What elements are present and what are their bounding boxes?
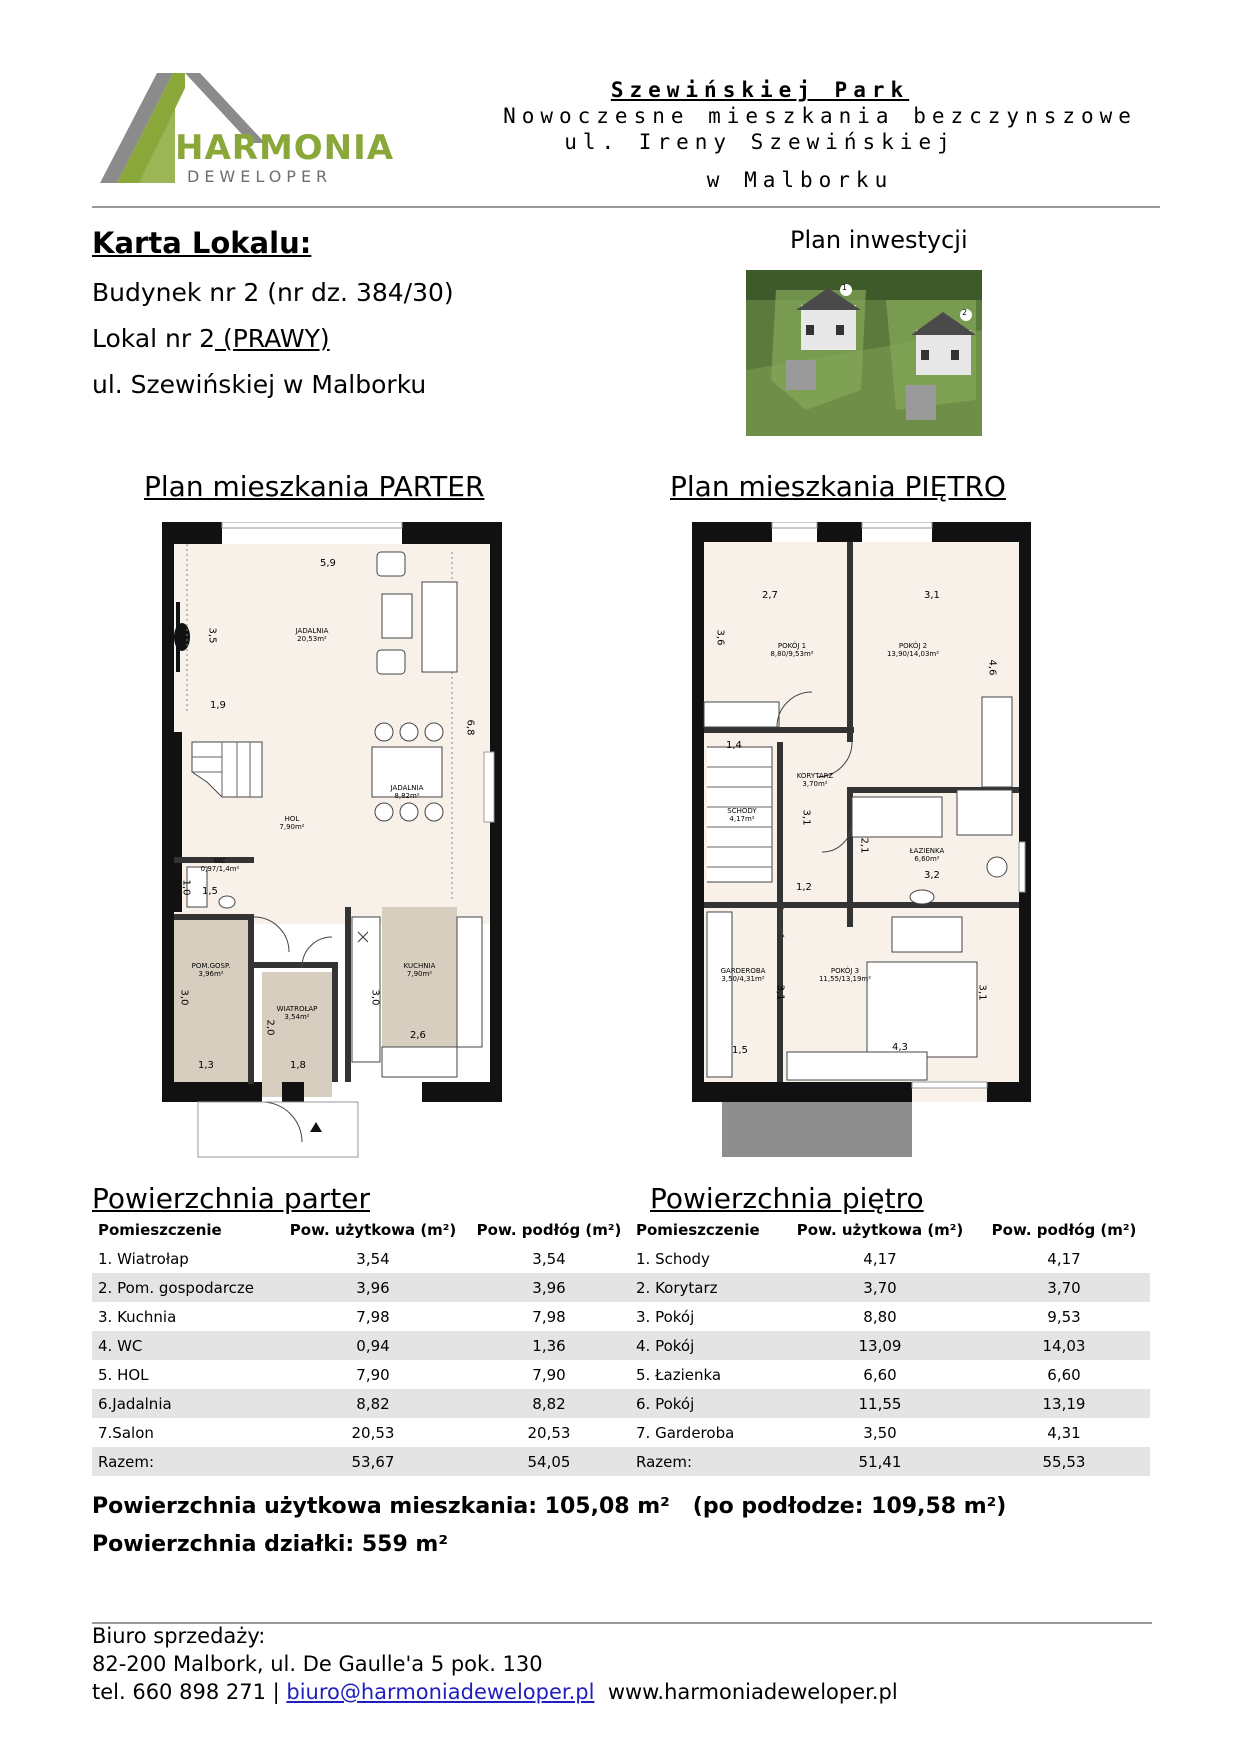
project-tagline: Nowoczesne mieszkania bezczynszowe — [503, 104, 1137, 128]
room-area: 7,90m² — [406, 970, 433, 978]
floor-area-text: (po podłodze: 109,58 m²) — [692, 1494, 1007, 1519]
usable-cell: 11,55 — [782, 1389, 978, 1418]
col-usable: Pow. użytkowa (m²) — [782, 1216, 978, 1244]
room-area: 20,53m² — [297, 635, 327, 643]
dim-label: 1,2 — [796, 882, 812, 893]
room-name: POKÓJ 1 — [777, 642, 807, 650]
col-room: Pomieszczenie — [630, 1216, 782, 1244]
usable-cell: 3,96 — [278, 1273, 468, 1302]
dim-label: 2,6 — [410, 1030, 426, 1041]
room-cell: 1. Wiatrołap — [98, 1249, 189, 1268]
table-row — [630, 1273, 1150, 1302]
room-cell: 2. Pom. gospodarcze — [92, 1273, 278, 1302]
room-name: POKÓJ 3 — [830, 967, 860, 975]
usable-cell: 7,98 — [356, 1307, 390, 1326]
room-name: WC — [214, 857, 226, 865]
floor-cell: 9,53 — [1047, 1307, 1081, 1326]
dim-label: 1,3 — [198, 1060, 214, 1071]
marker-1-label: 1 — [842, 283, 848, 292]
room-cell: 2. Korytarz — [630, 1273, 782, 1302]
room-area: 11,55/13,19m² — [818, 975, 872, 983]
room-wc — [190, 857, 250, 873]
dim-label: 2,1 — [858, 837, 870, 854]
dim-label: 6,8 — [464, 719, 476, 736]
table-row — [630, 1244, 1150, 1273]
table-row — [630, 1447, 1150, 1476]
floor-cell: 7,98 — [532, 1307, 566, 1326]
room-name: ŁAZIENKA — [909, 847, 945, 855]
dim-label: 1,5 — [202, 886, 218, 897]
floor-cell: 54,05 — [468, 1447, 630, 1476]
table-row — [92, 1244, 630, 1273]
room-cell: 5. HOL — [98, 1365, 149, 1384]
dim-label: 1,4 — [726, 740, 742, 751]
dim-label: 1,8 — [290, 1060, 306, 1071]
plot-area-summary: Powierzchnia działki: 559 m² — [92, 1532, 448, 1557]
dim-label: 3,6 — [714, 629, 726, 646]
floor-cell: 20,53 — [527, 1423, 571, 1442]
room-cell: 4. Pokój — [630, 1331, 782, 1360]
table-row — [92, 1447, 630, 1476]
floor-cell: 4,17 — [1047, 1249, 1081, 1268]
col-floor: Pow. podłóg (m²) — [468, 1216, 630, 1244]
room-name: HOL — [284, 815, 300, 823]
room-bedroom-3 — [800, 967, 890, 983]
table-header-row — [92, 1216, 630, 1244]
room-area: 4,17m² — [729, 815, 755, 823]
table-row — [92, 1389, 630, 1418]
room-dining-large — [272, 627, 352, 643]
usable-cell: 53,67 — [278, 1447, 468, 1476]
room-cell: Razem: — [630, 1447, 782, 1476]
usable-cell: 13,09 — [782, 1331, 978, 1360]
project-city: w Malborku — [706, 168, 894, 192]
usable-cell: 7,90 — [356, 1365, 390, 1384]
room-area: 3,50/4,31m² — [721, 975, 765, 983]
room-name: POKÓJ 2 — [898, 642, 928, 650]
ground-area-table — [92, 1216, 630, 1476]
room-cell: Razem: — [92, 1447, 278, 1476]
floor-cell: 3,54 — [532, 1249, 566, 1268]
col-floor: Pow. podłóg (m²) — [978, 1216, 1150, 1244]
table-row — [630, 1302, 1150, 1331]
floor-cell: 3,70 — [978, 1273, 1150, 1302]
room-name: JADALNIA — [295, 627, 329, 635]
email-link[interactable]: biuro@harmoniadeweloper.pl — [286, 1680, 595, 1704]
dim-label: 3,0 — [178, 989, 190, 1006]
usable-cell: 8,80 — [863, 1307, 897, 1326]
floor-cell: 14,03 — [978, 1331, 1150, 1360]
usable-cell: 3,70 — [782, 1273, 978, 1302]
header-divider — [92, 206, 1160, 208]
col-room: Pomieszczenie — [92, 1216, 278, 1244]
dim-label: 2,7 — [762, 590, 778, 601]
room-bedroom-1 — [752, 642, 832, 658]
room-kitchen — [382, 962, 457, 978]
room-name: KORYTARZ — [796, 772, 834, 780]
room-name: POM.GOSP. — [191, 962, 231, 970]
dim-label: 4,6 — [986, 659, 998, 676]
table-row — [630, 1360, 1150, 1389]
usable-area-text: Powierzchnia użytkowa mieszkania: 105,08 m² — [92, 1494, 670, 1519]
room-area: 8,80/9,53m² — [770, 650, 814, 658]
room-corridor — [780, 772, 850, 788]
dim-label: 3,2 — [924, 870, 940, 881]
usable-cell: 20,53 — [351, 1423, 395, 1442]
floor-cell: 13,19 — [978, 1389, 1150, 1418]
room-cell: 7.Salon — [98, 1423, 154, 1442]
floor-cell: 7,90 — [532, 1365, 566, 1384]
dim-label: 3,1 — [924, 590, 940, 601]
logo-subtitle: DEWELOPER — [187, 167, 333, 186]
ground-plan-title: Plan mieszkania PARTER — [144, 470, 485, 503]
upper-area-table — [630, 1216, 1150, 1476]
upper-floor-plan — [692, 522, 1042, 1162]
table-row — [92, 1360, 630, 1389]
website-text: www.harmoniadeweloper.pl — [607, 1680, 898, 1704]
room-dining-small — [367, 784, 447, 800]
upper-plan-title: Plan mieszkania PIĘTRO — [670, 470, 1006, 503]
investment-site-image — [746, 270, 982, 436]
project-street: ul. Ireny Szewińskiej — [564, 130, 956, 154]
room-area: 3,54m² — [284, 1013, 310, 1021]
room-cell: 6.Jadalnia — [92, 1389, 278, 1418]
room-area: 8,82m² — [394, 792, 420, 800]
dim-label: 3,1 — [976, 984, 988, 1001]
usable-cell: 4,17 — [863, 1249, 897, 1268]
room-cell: 6. Pokój — [630, 1389, 782, 1418]
room-area: 6,60m² — [914, 855, 940, 863]
floor-cell: 6,60 — [1047, 1365, 1081, 1384]
usable-cell: 3,50 — [863, 1423, 897, 1442]
table-row — [630, 1418, 1150, 1447]
room-bathroom — [887, 847, 967, 863]
usable-cell: 8,82 — [278, 1389, 468, 1418]
usable-cell: 6,60 — [863, 1365, 897, 1384]
room-area: 3,96m² — [198, 970, 224, 978]
usable-cell: 51,41 — [782, 1447, 978, 1476]
room-cell: 1. Schody — [636, 1249, 710, 1268]
project-title: Szewińskiej Park — [610, 78, 910, 102]
unit-number — [92, 324, 330, 353]
room-area: 3,70m² — [802, 780, 828, 788]
usable-cell: 3,54 — [356, 1249, 390, 1268]
investment-label: Plan inwestycji — [790, 226, 968, 254]
unit-address: ul. Szewińskiej w Malborku — [92, 370, 427, 399]
room-cell: 3. Pokój — [636, 1307, 695, 1326]
usable-cell: 0,94 — [278, 1331, 468, 1360]
col-usable: Pow. użytkowa (m²) — [278, 1216, 468, 1244]
dim-label: 3,0 — [369, 989, 381, 1006]
floor-cell: 4,31 — [1047, 1423, 1081, 1442]
room-hall — [262, 815, 322, 831]
table-row — [630, 1389, 1150, 1418]
room-utility — [176, 962, 246, 978]
room-area: 7,90m² — [279, 823, 305, 831]
dim-label: 1,0 — [180, 879, 192, 896]
dim-label: 2,0 — [264, 1019, 276, 1036]
dim-label: 3,1 — [774, 984, 786, 1001]
room-name: GARDEROBA — [720, 967, 766, 975]
table-row — [630, 1331, 1150, 1360]
unit-side: (PRAWY) — [215, 324, 330, 353]
contact-line — [92, 1680, 898, 1704]
floor-cell: 55,53 — [978, 1447, 1150, 1476]
logo-name: HARMONIA — [175, 128, 395, 168]
upper-area-heading: Powierzchnia piętro — [650, 1182, 924, 1215]
ground-area-heading: Powierzchnia parter — [92, 1182, 371, 1215]
dim-label: 4,3 — [892, 1042, 908, 1053]
table-row — [92, 1418, 630, 1447]
phone-number: tel. 660 898 271 | — [92, 1680, 280, 1704]
table-row — [92, 1331, 630, 1360]
dim-label: 1,9 — [210, 700, 226, 711]
usable-area-summary — [92, 1494, 1006, 1519]
sales-office-label: Biuro sprzedaży: — [92, 1624, 266, 1648]
room-name: JADALNIA — [390, 784, 424, 792]
dim-label: 3,5 — [206, 627, 218, 644]
ground-floor-plan — [162, 522, 512, 1162]
dim-label: 5,9 — [320, 558, 336, 569]
room-cell: 5. Łazienka — [636, 1365, 722, 1384]
room-area: 0,97/1,4m² — [200, 865, 240, 873]
room-wardrobe — [708, 967, 778, 983]
sales-office-address: 82-200 Malbork, ul. De Gaulle'a 5 pok. 130 — [92, 1652, 543, 1676]
table-header-row — [630, 1216, 1150, 1244]
room-cell: 7. Garderoba — [636, 1423, 735, 1442]
room-area: 13,90/14,03m² — [886, 650, 940, 658]
table-row — [92, 1273, 630, 1302]
room-bedroom-2 — [868, 642, 958, 658]
room-cell: 3. Kuchnia — [98, 1307, 177, 1326]
floor-cell: 1,36 — [468, 1331, 630, 1360]
room-cell: 4. WC — [92, 1331, 278, 1360]
room-name: SCHODY — [727, 807, 757, 815]
card-title: Karta Lokalu: — [92, 226, 312, 260]
marker-2-label: 2 — [962, 308, 968, 317]
table-row — [92, 1302, 630, 1331]
room-name: WIATROŁAP — [276, 1005, 318, 1013]
floor-cell: 3,96 — [468, 1273, 630, 1302]
dim-label: 3,1 — [800, 809, 812, 826]
room-name: KUCHNIA — [403, 962, 436, 970]
unit-prefix: Lokal nr 2 — [92, 324, 216, 353]
room-stairs — [712, 807, 772, 823]
floor-cell: 8,82 — [468, 1389, 630, 1418]
building-number: Budynek nr 2 (nr dz. 384/30) — [92, 278, 454, 307]
dim-label: 1,5 — [732, 1045, 748, 1056]
